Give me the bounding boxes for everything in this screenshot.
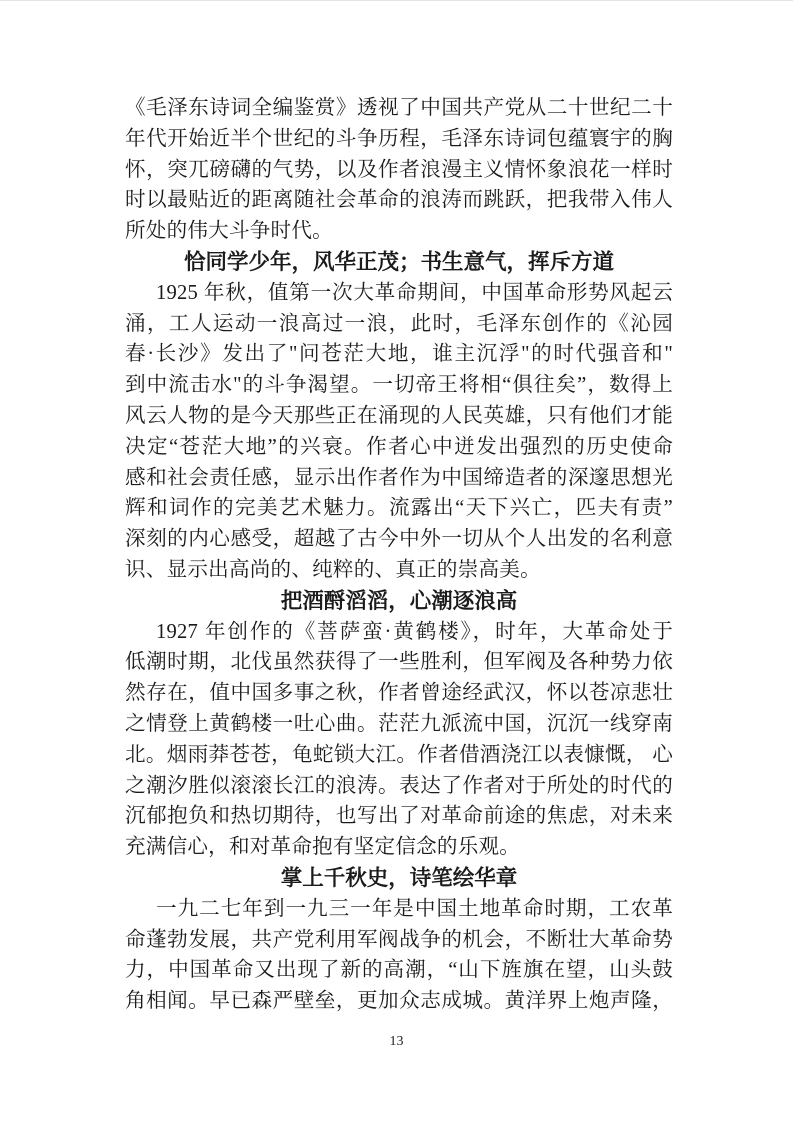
text-line: 感和社会责任感，显示出作者作为中国缔造者的深邃思想光 — [125, 466, 673, 489]
text-line: 时以最贴近的距离随社会革命的浪涛而跳跃，把我带入伟人 — [125, 189, 673, 212]
text-line: 年代开始近半个世纪的斗争历程，毛泽东诗词包蕴寰宇的胸 — [125, 127, 673, 150]
text-line: 力，中国革命又出现了新的高潮，“山下旌旗在望，山头鼓 — [125, 959, 673, 982]
text-line: 《毛泽东诗词全编鉴赏》透视了中国共产党从二十世纪二十 — [125, 97, 673, 119]
document-content — [125, 93, 673, 1017]
text-line: 到中流击水"的斗争渴望。一切帝王将相“俱往矣”，数得上 — [125, 374, 673, 397]
section-heading: 把酒酹滔滔，心潮逐浪高 — [280, 588, 518, 613]
text-line: 识、显示出高尚的、纯粹的、真正的崇高美。 — [125, 558, 541, 581]
text-line: 命蓬勃发展，共产党利用军阀战争的机会，不断壮大革命势 — [125, 928, 673, 951]
paragraph — [125, 278, 673, 586]
text-line: 之潮汐胜似滚滚长江的浪涛。表达了作者对于所处的时代的 — [125, 774, 673, 797]
text-line: 决定“苍茫大地”的兴衰。作者心中迸发出强烈的历史使命 — [125, 435, 673, 458]
text-line: 之情登上黄鹤楼一吐心曲。茫茫九派流中国，沉沉一线穿南 — [125, 712, 673, 735]
text-line: 沉郁抱负和热切期待，也写出了对革命前途的焦虑，对未来 — [125, 805, 673, 828]
text-line: 风云人物的是今天那些正在涌现的人民英雄，只有他们才能 — [125, 404, 673, 427]
text-line: 充满信心，和对革命抱有坚定信念的乐观。 — [125, 836, 521, 859]
text-line: 角相闻。早已森严壁垒，更加众志成城。黄洋界上炮声隆， — [125, 990, 673, 1013]
text-line: 涌，工人运动一浪高过一浪，此时，毛泽东创作的《沁园 — [125, 312, 673, 335]
page-number: 13 — [389, 1034, 404, 1049]
text-line: 1927 年创作的《菩萨蛮·黄鹤楼》，时年，大革命处于 — [156, 620, 673, 643]
section-heading: 恰同学少年，风华正茂；书生意气，挥斥方道 — [183, 249, 614, 274]
paragraph — [125, 617, 673, 863]
text-line: 一九二七年到一九三一年是中国土地革命时期，工农革 — [156, 897, 673, 920]
text-line: 所处的伟大斗争时代。 — [125, 220, 333, 243]
paragraph — [125, 93, 673, 247]
text-line: 北。烟雨莽苍苍，龟蛇锁大江。作者借酒浇江以表慷慨， 心 — [125, 743, 673, 766]
paragraph — [125, 894, 673, 1017]
text-line: 然存在，值中国多事之秋，作者曾途经武汉，怀以苍凉悲壮 — [125, 682, 673, 705]
text-line: 低潮时期，北伐虽然获得了一些胜利，但军阀及各种势力依 — [125, 651, 673, 674]
text-line: 深刻的内心感受，超越了古今中外一切从个人出发的名利意 — [125, 528, 673, 551]
text-line: 春·长沙》发出了"问苍茫大地，谁主沉浮"的时代强音和" — [125, 343, 673, 366]
text-line: 怀，突兀磅礴的气势，以及作者浪漫主义情怀象浪花一样时 — [125, 158, 673, 181]
text-line: 1925 年秋，值第一次大革命期间，中国革命形势风起云 — [156, 281, 673, 304]
text-line: 辉和词作的完美艺术魅力。流露出“天下兴亡，匹夫有责” — [125, 497, 673, 520]
section-heading: 掌上千秋史，诗笔绘华章 — [280, 865, 518, 890]
